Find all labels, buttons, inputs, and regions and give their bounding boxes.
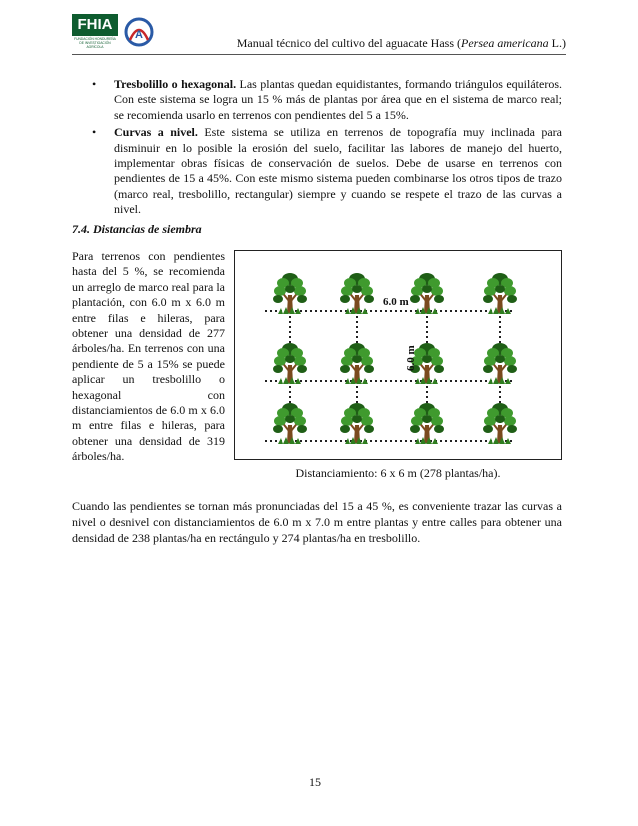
- column-guide-lines: [290, 311, 500, 441]
- planting-grid-figure: [234, 250, 562, 460]
- tree-icon: [483, 273, 517, 314]
- header-title-suffix: L.): [548, 36, 566, 50]
- tree-icon: [340, 273, 374, 314]
- horizontal-distance-label: 6.0 m: [383, 296, 409, 308]
- bullet-term: Tresbolillo o hexagonal.: [114, 77, 237, 91]
- bullet-item: [92, 77, 562, 123]
- tree-icon: [483, 343, 517, 384]
- section-title: 7.4. Distancias de siembra: [72, 222, 202, 236]
- bullet-text: Las plantas quedan equidistantes, formando triángulos equiláteros. Con este sistema se logra un 15 % más de plantas por área que en el sistema de marco real; se recomienda usarlo en terrenos con pendientes del 5 a 15%.: [114, 77, 562, 122]
- tree-icon: [340, 403, 374, 444]
- page-number: 15: [309, 775, 321, 789]
- fhia-logo-text: FHIA: [72, 14, 118, 36]
- bullet-icon: •: [92, 125, 97, 140]
- page-header: [72, 14, 566, 55]
- svg-text:A: A: [135, 29, 143, 41]
- header-title: [237, 36, 566, 51]
- tree-icon: [273, 273, 307, 314]
- tree-icon: [273, 343, 307, 384]
- body-paragraph: Cuando las pendientes se tornan más pronunciadas del 15 a 45 %, es conveniente trazar las curvas a nivel o desnivel con distanciamientos de 6.0 m x 7.0 m entre plantas y entre calles para obtener una densidad de 238 plantas/ha en rectángulo y 274 plantas/ha en tresbolillo.: [72, 499, 562, 545]
- vertical-distance-label: 6.0 m: [405, 345, 417, 371]
- tree-icon: [483, 403, 517, 444]
- bullet-icon: •: [92, 77, 97, 91]
- tree-icon: [273, 403, 307, 444]
- fhia-logo: [72, 14, 118, 50]
- header-title-prefix: Manual técnico del cultivo del aguacate Hass (: [236, 36, 462, 50]
- header-title-species: Persea americana: [461, 36, 549, 50]
- bullet-item: [92, 125, 562, 217]
- bullet-term: Curvas a nivel.: [114, 125, 198, 140]
- ca-logo-icon: [124, 16, 154, 48]
- fhia-logo-subtext: FUNDACIÓN HONDUREÑA DE INVESTIGACIÓN AGRÍCOLA: [74, 37, 116, 49]
- figure-caption: Distanciamiento: 6 x 6 m (278 plantas/ha).: [295, 466, 501, 480]
- tree-icon: [340, 343, 374, 384]
- section-side-text: Para terrenos con pendientes hasta del 5 %, se recomienda un arreglo de marco real para la plantación, con 6.0 m x 6.0 m entre filas e hileras, para obtener una densidad de 277 árboles/ha. En terrenos con una pendiente de 5 a 15% se puede aplicar un tresbolillo o hexagonal con distanciamientos de 6.0 m x 6.0 m entre filas e hileras, para obtener una densidad de 319 árboles/ha.: [72, 249, 225, 464]
- tree-icon: [410, 403, 444, 444]
- bullet-text: Este sistema se utiliza en terrenos de topografía muy inclinada para disminuir en lo posible la erosión del suelo, facilitar las labores de manejo del huerto, implementar obras físicas de conservación de suelos. Debe de usarse en terrenos con pendientes de 15 a 45%. Con este mismo sistema pueden combinarse los otros tipos de trazo (marco real, tresbolillo, rectangular) siempre y cuando se respete el trazo de las curvas a nivel.: [114, 125, 562, 217]
- tree-icon: [410, 273, 444, 314]
- planting-grid-diagram: [235, 251, 561, 459]
- bullet-list: [92, 77, 562, 220]
